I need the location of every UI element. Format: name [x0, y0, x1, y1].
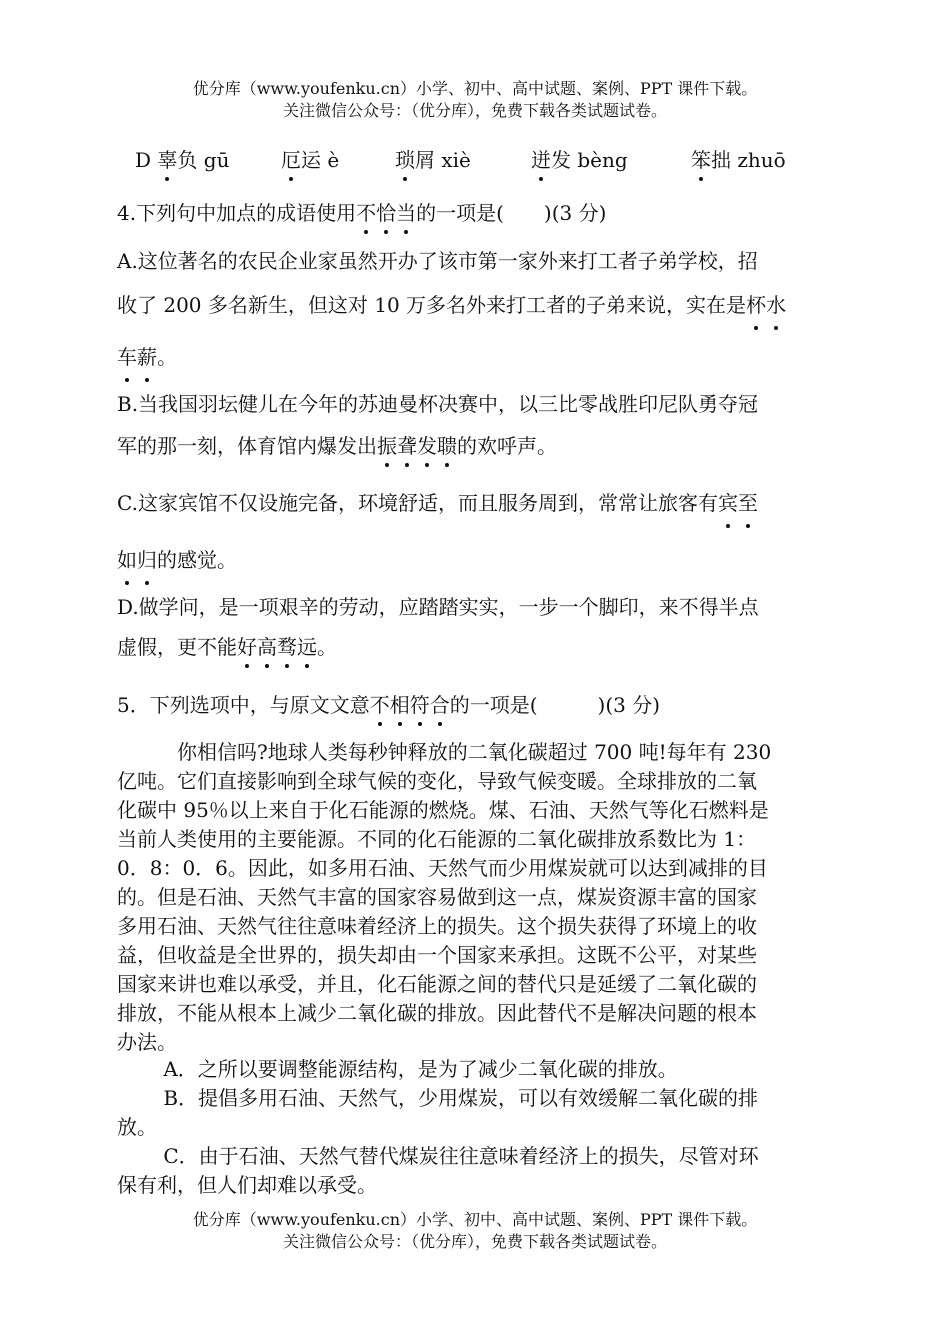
dotted-char: 聩 [437, 434, 457, 458]
dotted-char: 聋 [397, 434, 417, 458]
dotted-char: 高 [257, 635, 277, 659]
dotted-char: 迸 [531, 148, 551, 172]
pinyin-item [135, 145, 229, 175]
dotted-char: 至 [737, 491, 758, 515]
dotted-char: 振 [377, 434, 397, 458]
passage-line: 当前人类使用的主要能源。不同的化石能源的二氧化碳排放系数比为 1： [117, 827, 757, 851]
dotted-char: 骛 [277, 635, 297, 659]
q4-option-c-text: 的感觉。 [157, 548, 237, 572]
dotted-char: 好 [237, 635, 257, 659]
q4-option-d-text: 。 [317, 635, 337, 659]
dotted-char: 合 [429, 693, 450, 717]
q4-option-a-line-1: A.这位著名的农民企业家虽然开办了该市第一家外来打工者子弟学校，招 [117, 249, 758, 273]
dotted-char: 相 [389, 693, 410, 717]
pinyin-text: 负 gū [177, 148, 230, 172]
q4-option-b-line-1: B.当我国羽坛健儿在今年的苏迪曼杯决赛中，以三比零战胜印尼队勇夺冠 [117, 392, 759, 416]
q4-option-d-text: 虚假，更不能 [117, 635, 237, 659]
dotted-char: 车 [117, 345, 137, 369]
q4-option-c-line-1 [117, 488, 758, 518]
dotted-char: 琐 [395, 148, 415, 172]
pinyin-item [531, 145, 628, 175]
pinyin-item [691, 145, 786, 175]
dotted-char: 当 [396, 201, 417, 225]
q4-option-a-text: 。 [157, 345, 177, 369]
pinyin-text: 屑 xiè [415, 148, 471, 172]
dotted-char: 薪 [137, 345, 157, 369]
q4-option-d-line-2 [117, 632, 337, 662]
q5-option-b-line-2: 放。 [117, 1115, 157, 1139]
q5-option-b-line-1: B．提倡多用石油、天然气，少用煤炭，可以有效缓解二氧化碳的排 [117, 1086, 759, 1110]
q4-option-a-text: 收了 200 多名新生，但这对 10 万多名外来打工者的子弟来说，实在是 [117, 293, 747, 317]
dotted-char: 符 [409, 693, 430, 717]
dotted-char: 发 [417, 434, 437, 458]
q5-option-a: A．之所以要调整能源结构，是为了减少二氧化碳的排放。 [117, 1057, 678, 1081]
q5-stem [117, 690, 660, 720]
q4-stem [117, 198, 606, 228]
passage-line: 排放，不能从根本上减少二氧化碳的排放。因此替代不是解决问题的根本 [117, 1001, 757, 1025]
dotted-char: 水 [766, 293, 787, 317]
q5-option-c-line-2: 保有利，但人们却难以承受。 [117, 1173, 377, 1197]
dotted-char: 笨 [691, 148, 711, 172]
q4-stem-text: 4.下列句中加点的成语使用 [117, 201, 357, 225]
dotted-char: 远 [297, 635, 317, 659]
dotted-char: 不 [356, 201, 377, 225]
dotted-char: 辜 [157, 148, 178, 172]
passage-line: 多用石油、天然气往往意味着经济上的损失。这个损失获得了环境上的收 [117, 914, 757, 938]
dotted-char: 不 [369, 693, 390, 717]
dotted-char: 归 [137, 548, 157, 572]
passage-line: 国家来讲也难以承受，并且，化石能源之间的替代只是延缓了二氧化碳的 [117, 972, 757, 996]
passage-line: 化碳中 95％以上来自于化石能源的燃烧。煤、石油、天然气等化石燃料是 [117, 798, 769, 822]
dotted-char: 恰 [376, 201, 397, 225]
passage-line: 0．8：0．6。因此，如多用石油、天然气而少用煤炭就可以达到减排的目 [117, 856, 768, 880]
dotted-char: 杯 [746, 293, 767, 317]
dotted-char: 宾 [717, 491, 738, 515]
passage-line: 亿吨。它们直接影响到全球气候的变化，导致气候变暖。全球排放的二氧 [117, 769, 757, 793]
footer-line-2: 关注微信公众号：（优分库），免费下载各类试题试卷。 [282, 1232, 667, 1251]
q4-option-a-line-2 [117, 290, 786, 320]
q5-stem-text: 5．下列选项中，与原文文意 [117, 693, 370, 717]
q4-option-c-line-2 [117, 545, 237, 575]
header-line-1: 优分库（www.youfenku.cn）小学、初中、高中试题、案例、PPT 课件下载。 [192, 79, 758, 98]
q4-option-a-line-3 [117, 342, 177, 372]
q4-option-d-line-1: D.做学问，是一项艰辛的劳动，应踏踏实实，一步一个脚印，来不得半点 [117, 595, 759, 619]
q4-option-b-line-2 [117, 431, 557, 461]
header-line-2: 关注微信公众号：（优分库），免费下载各类试题试卷。 [282, 101, 667, 120]
pinyin-text: 发 bèng [551, 148, 628, 172]
passage-line: 的。但是石油、天然气丰富的国家容易做到这一点，煤炭资源丰富的国家 [117, 885, 757, 909]
dotted-char: 厄 [281, 148, 301, 172]
option-letter: D [135, 148, 158, 172]
pinyin-item [395, 145, 471, 175]
pinyin-text: 运 è [301, 148, 340, 172]
q4-option-b-text: 军的那一刻，体育馆内爆发出 [117, 434, 377, 458]
footer-line-1: 优分库（www.youfenku.cn）小学、初中、高中试题、案例、PPT 课件下载。 [192, 1210, 758, 1229]
passage-line: 益，但收益是全世界的，损失却由一个国家来承担。这既不公平，对某些 [117, 943, 757, 967]
pinyin-text: 拙 zhuō [711, 148, 786, 172]
dotted-char: 如 [117, 548, 137, 572]
passage-line: 你相信吗?地球人类每秒钟释放的二氧化碳超过 700 吨!每年有 230 [117, 740, 772, 764]
passage-line: 办法。 [117, 1030, 177, 1054]
q5-stem-text: 的一项是( )(3 分) [449, 693, 661, 717]
pinyin-item [281, 145, 339, 175]
q4-option-b-text: 的欢呼声。 [457, 434, 557, 458]
q4-option-c-text: C.这家宾馆不仅设施完备，环境舒适，而且服务周到，常常让旅客有 [117, 491, 718, 515]
q5-option-c-line-1: C．由于石油、天然气替代煤炭往往意味着经济上的损失，尽管对环 [117, 1144, 759, 1168]
q4-stem-text: 的一项是( )(3 分) [416, 201, 607, 225]
